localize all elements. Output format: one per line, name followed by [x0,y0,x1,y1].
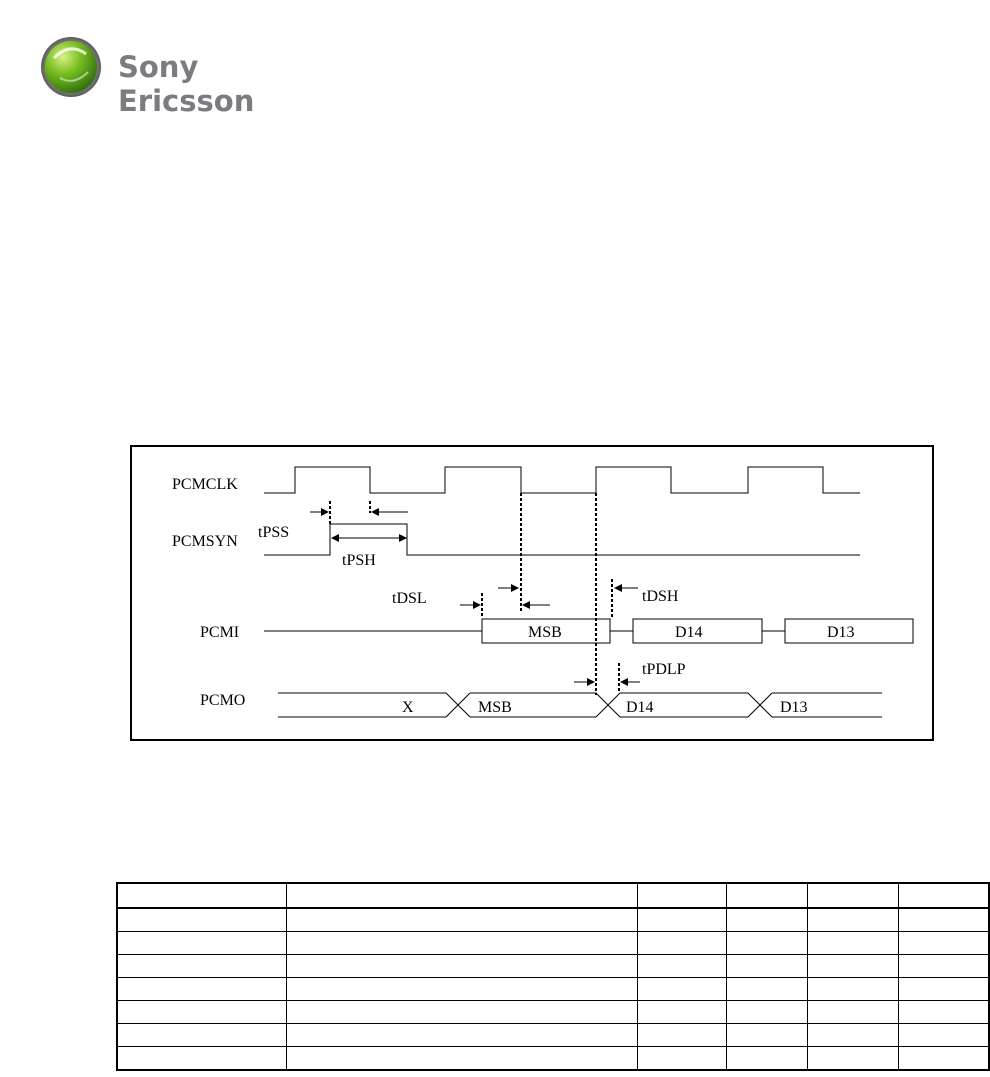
pcmi-label-d14: D14 [675,624,703,641]
table-row [117,932,989,955]
table-cell [117,978,287,1001]
pcmi-label-msb: MSB [528,624,562,641]
table-cell [117,932,287,955]
table-header-row [117,883,989,908]
table-cell [638,1047,727,1071]
table-cell [807,1024,898,1047]
table-cell [898,1047,989,1071]
table-cell [898,932,989,955]
table-cell [117,1047,287,1071]
table-cell [287,1024,638,1047]
pcm-timing-diagram [130,445,934,741]
table-cell [807,955,898,978]
sony-ericsson-sphere-icon [40,36,102,98]
table-cell [117,955,287,978]
table-cell [727,908,808,932]
table-cell [807,883,898,908]
signal-label-pcmclk: PCMCLK [172,476,238,493]
table-row [117,1001,989,1024]
table-cell [727,932,808,955]
table-cell [287,1047,638,1071]
pcmi-label-d13: D13 [827,624,855,641]
table-cell [898,883,989,908]
signal-label-pcmo: PCMO [200,692,246,709]
table-cell [898,1001,989,1024]
signal-label-pcmsyn: PCMSYN [172,533,238,550]
table-cell [638,955,727,978]
table-row [117,955,989,978]
table-cell [638,978,727,1001]
table-cell [807,978,898,1001]
pcmo-label-d13: D13 [780,699,808,716]
table-cell [898,908,989,932]
table-cell [727,955,808,978]
table-cell [807,1047,898,1071]
table-cell [638,883,727,908]
timing-diagram-svg [130,445,934,741]
table-cell [117,1024,287,1047]
table-row [117,978,989,1001]
table-cell [117,908,287,932]
pcmo-label-x: X [402,699,414,716]
table-cell [898,978,989,1001]
label-tpdlp: tPDLP [642,661,686,678]
table-cell [807,932,898,955]
table-cell [727,883,808,908]
table-cell [287,932,638,955]
table-cell [117,883,287,908]
table-cell [727,1047,808,1071]
table-cell [807,908,898,932]
table-cell [727,978,808,1001]
label-tpss: tPSS [258,524,290,541]
table-cell [638,1024,727,1047]
table-cell [287,908,638,932]
label-tdsl: tDSL [392,590,427,607]
table-cell [638,932,727,955]
table-cell [117,1001,287,1024]
company-logo [40,36,340,118]
pcmo-label-d14: D14 [626,699,654,716]
table-cell [727,1001,808,1024]
label-tpsh: tPSH [342,552,376,569]
table-row [117,1024,989,1047]
table-cell [287,955,638,978]
pcmsyn-waveform [264,524,860,555]
timing-parameter-table [116,882,990,1071]
table-row [117,908,989,932]
table-cell [287,883,638,908]
table-cell [898,1024,989,1047]
table-cell [898,955,989,978]
table-cell [287,978,638,1001]
table-cell [638,1001,727,1024]
table-cell [807,1001,898,1024]
pcmo-label-msb: MSB [478,699,512,716]
table-row [117,1047,989,1071]
signal-label-pcmi: PCMI [200,624,240,641]
table-cell [638,908,727,932]
brand-name: Sony Ericsson [118,50,255,118]
table-cell [287,1001,638,1024]
pcmclk-waveform [264,467,860,493]
label-tdsh: tDSH [642,588,679,605]
table-cell [727,1024,808,1047]
